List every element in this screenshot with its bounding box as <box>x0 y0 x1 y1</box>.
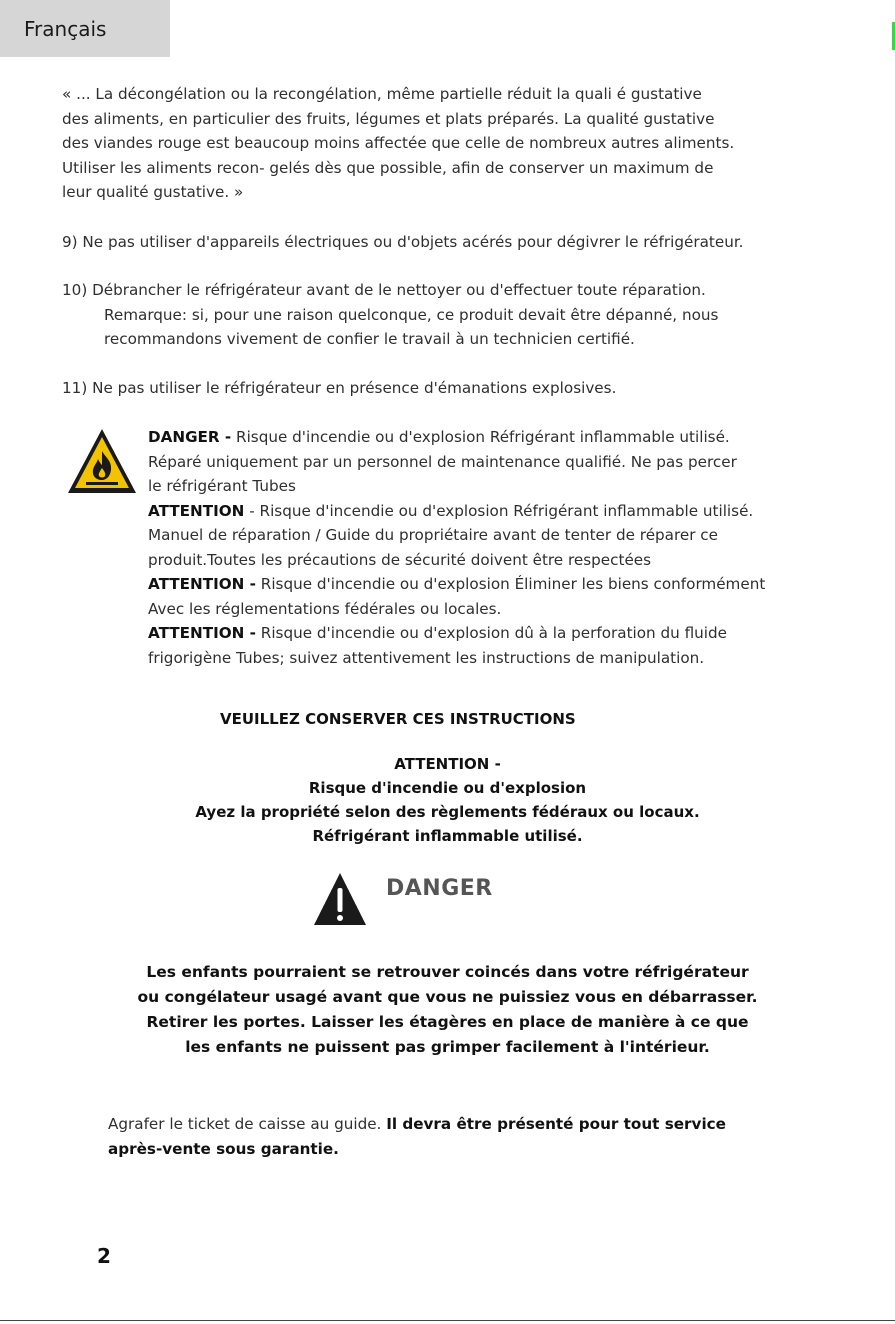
warning-label: ATTENTION - <box>148 624 256 642</box>
children-warning-line: Les enfants pourraient se retrouver coincés dans votre réfrigérateur <box>146 963 749 981</box>
note-text: Agrafer le ticket de caisse au guide. <box>108 1115 387 1133</box>
intro-quote <box>62 82 852 205</box>
warning-1-line <box>148 425 878 450</box>
danger-title: DANGER <box>386 876 493 901</box>
item-9 <box>62 230 852 255</box>
warning-3-line: Avec les réglementations fédérales ou locales. <box>148 599 502 618</box>
warning-1-line: le réfrigérant Tubes <box>148 477 296 495</box>
intro-line: leur qualité gustative. » <box>62 183 244 201</box>
bottom-rule <box>0 1320 895 1321</box>
item-10-line: Remarque: si, pour une raison quelconque, ce produit devait être dépanné, nous <box>104 305 719 324</box>
item-10-line: recommandons vivement de confier le travail à un technicien certifié. <box>104 330 635 348</box>
warning-4-line: frigorigène Tubes; suivez attentivement les instructions de manipulation. <box>148 648 705 667</box>
warning-3-line <box>148 572 878 597</box>
children-warning-line: Retirer les portes. Laisser les étagères en place de manière à ce que <box>146 1013 749 1031</box>
attention-line: ATTENTION - <box>394 755 501 773</box>
warning-2-line <box>148 499 878 524</box>
attention-line: Réfrigérant inflammable utilisé. <box>312 827 583 845</box>
intro-line: Utiliser les aliments recon- gelés dès que possible, afin de conserver un maximum de <box>62 158 714 177</box>
note-bold-text: Il devra être présenté pour tout service <box>386 1115 726 1133</box>
warning-text: Risque d'incendie ou d'explosion dû à la perforation du fluide <box>255 624 727 642</box>
intro-line: des viandes rouge est beaucoup moins affectée que celle de nombreux autres aliments. <box>62 134 735 152</box>
warning-2-line: Manuel de réparation / Guide du propriétaire avant de tenter de réparer ce <box>148 526 719 544</box>
children-warning-line: les enfants ne puissent pas grimper facilement à l'intérieur. <box>185 1038 710 1056</box>
flammable-warnings <box>148 425 878 670</box>
intro-line: « ... La décongélation ou la recongélation, même partielle réduit la quali é gustative <box>62 85 702 103</box>
intro-line: des aliments, en particulier des fruits, légumes et plats préparés. La qualité gustative <box>62 109 715 128</box>
warning-text: Risque d'incendie ou d'explosion Éliminer les biens conformément <box>255 575 766 593</box>
warning-label: ATTENTION - <box>148 575 256 593</box>
warning-text: - Risque d'incendie ou d'explosion Réfrigérant inflammable utilisé. <box>244 501 754 520</box>
children-warning <box>0 960 895 1060</box>
attention-block <box>0 752 895 848</box>
warning-text: Risque d'incendie ou d'explosion Réfrigérant inflammable utilisé. <box>231 428 730 446</box>
item-10 <box>62 278 852 352</box>
flammable-warning-icon <box>66 427 138 495</box>
exclamation-warning-icon <box>313 872 367 926</box>
page-number: 2 <box>97 1244 111 1268</box>
keep-instructions-heading: VEUILLEZ CONSERVER CES INSTRUCTIONS <box>220 710 576 728</box>
item-11-text: 11) Ne pas utiliser le réfrigérateur en présence d'émanations explosives. <box>62 379 617 397</box>
warning-4-line <box>148 621 878 646</box>
item-11 <box>62 376 852 401</box>
note-bold-text: après-vente sous garantie. <box>108 1139 339 1158</box>
language-tab: Français <box>0 0 170 57</box>
children-warning-line: ou congélateur usagé avant que vous ne puissiez vous en débarrasser. <box>137 988 758 1006</box>
warning-label: DANGER - <box>148 428 232 446</box>
item-10-line: 10) Débrancher le réfrigérateur avant de le nettoyer ou d'effectuer toute réparation. <box>62 281 706 299</box>
warning-label: ATTENTION <box>148 501 245 520</box>
item-9-text: 9) Ne pas utiliser d'appareils électriques ou d'objets acérés pour dégivrer le réfrigérateur. <box>62 233 744 251</box>
attention-line: Ayez la propriété selon des règlements fédéraux ou locaux. <box>195 803 700 821</box>
warning-2-line: produit.Toutes les précautions de sécurité doivent être respectées <box>148 550 652 569</box>
warning-1-line: Réparé uniquement par un personnel de maintenance qualifié. Ne pas percer <box>148 452 737 471</box>
receipt-note <box>108 1112 828 1161</box>
attention-line: Risque d'incendie ou d'explosion <box>308 779 587 797</box>
